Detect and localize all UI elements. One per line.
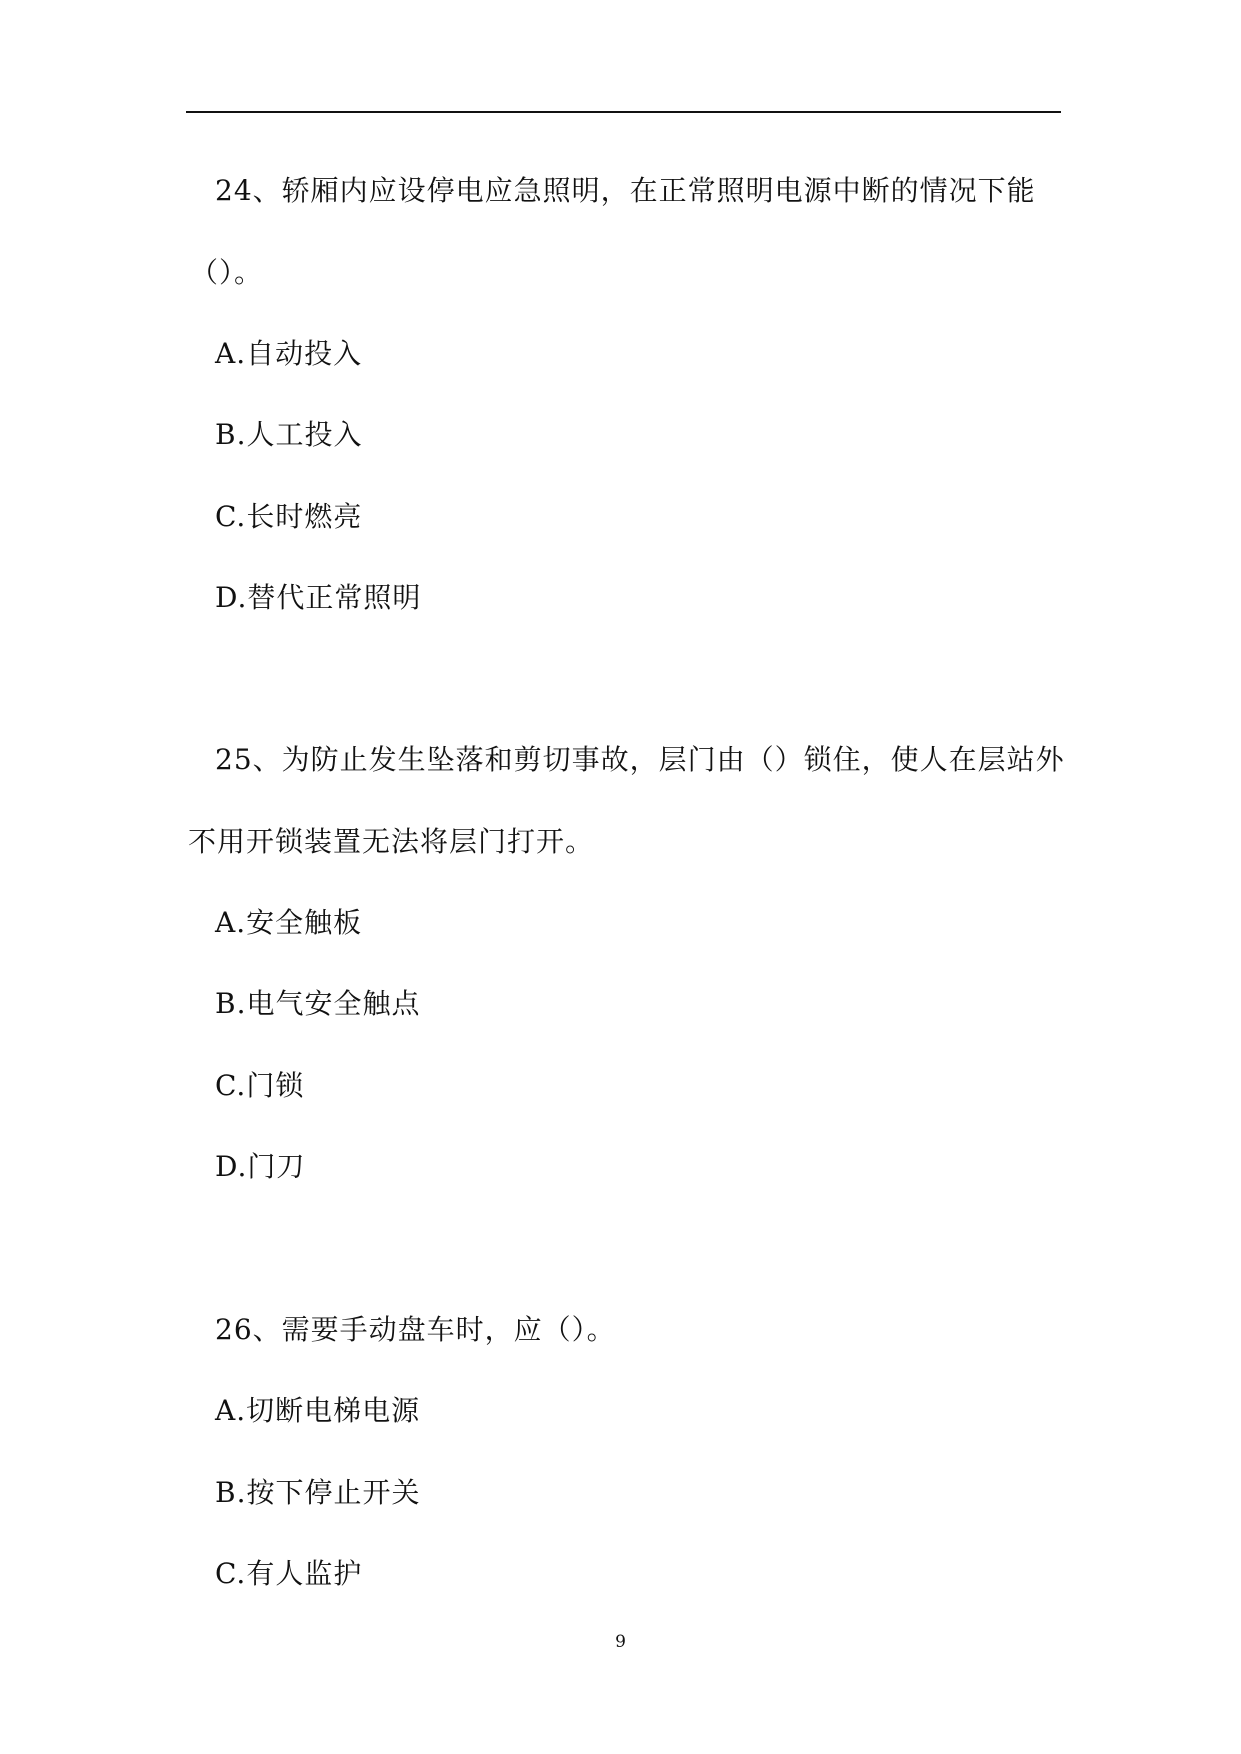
- question-25-option-a: A.安全触板: [215, 906, 363, 939]
- question-24-option-c: C.长时燃亮: [215, 500, 363, 533]
- question-26-option-b: B.按下停止开关: [215, 1476, 421, 1509]
- question-25-option-d: D.门刀: [215, 1150, 306, 1183]
- page-number: 9: [615, 1632, 626, 1652]
- question-26-option-a: A.切断电梯电源: [215, 1394, 421, 1427]
- question-26-stem-line1: 26、需要手动盘车时，应（）。: [215, 1313, 616, 1346]
- question-25-option-b: B.电气安全触点: [215, 987, 421, 1020]
- question-25-stem-line1: 25、为防止发生坠落和剪切事故，层门由（）锁住，使人在层站外: [215, 743, 1065, 776]
- question-24-option-a: A.自动投入: [215, 337, 363, 370]
- question-24-stem-line1: 24、轿厢内应设停电应急照明，在正常照明电源中断的情况下能: [215, 174, 1036, 207]
- question-24-stem-line2: （）。: [190, 256, 264, 289]
- question-26-option-c: C.有人监护: [215, 1557, 363, 1590]
- question-24-option-d: D.替代正常照明: [215, 581, 422, 614]
- question-25-option-c: C.门锁: [215, 1069, 305, 1102]
- question-24-option-b: B.人工投入: [215, 418, 363, 451]
- header-rule: [186, 111, 1061, 113]
- question-25-stem-line2: 不用开锁装置无法将层门打开。: [188, 825, 595, 858]
